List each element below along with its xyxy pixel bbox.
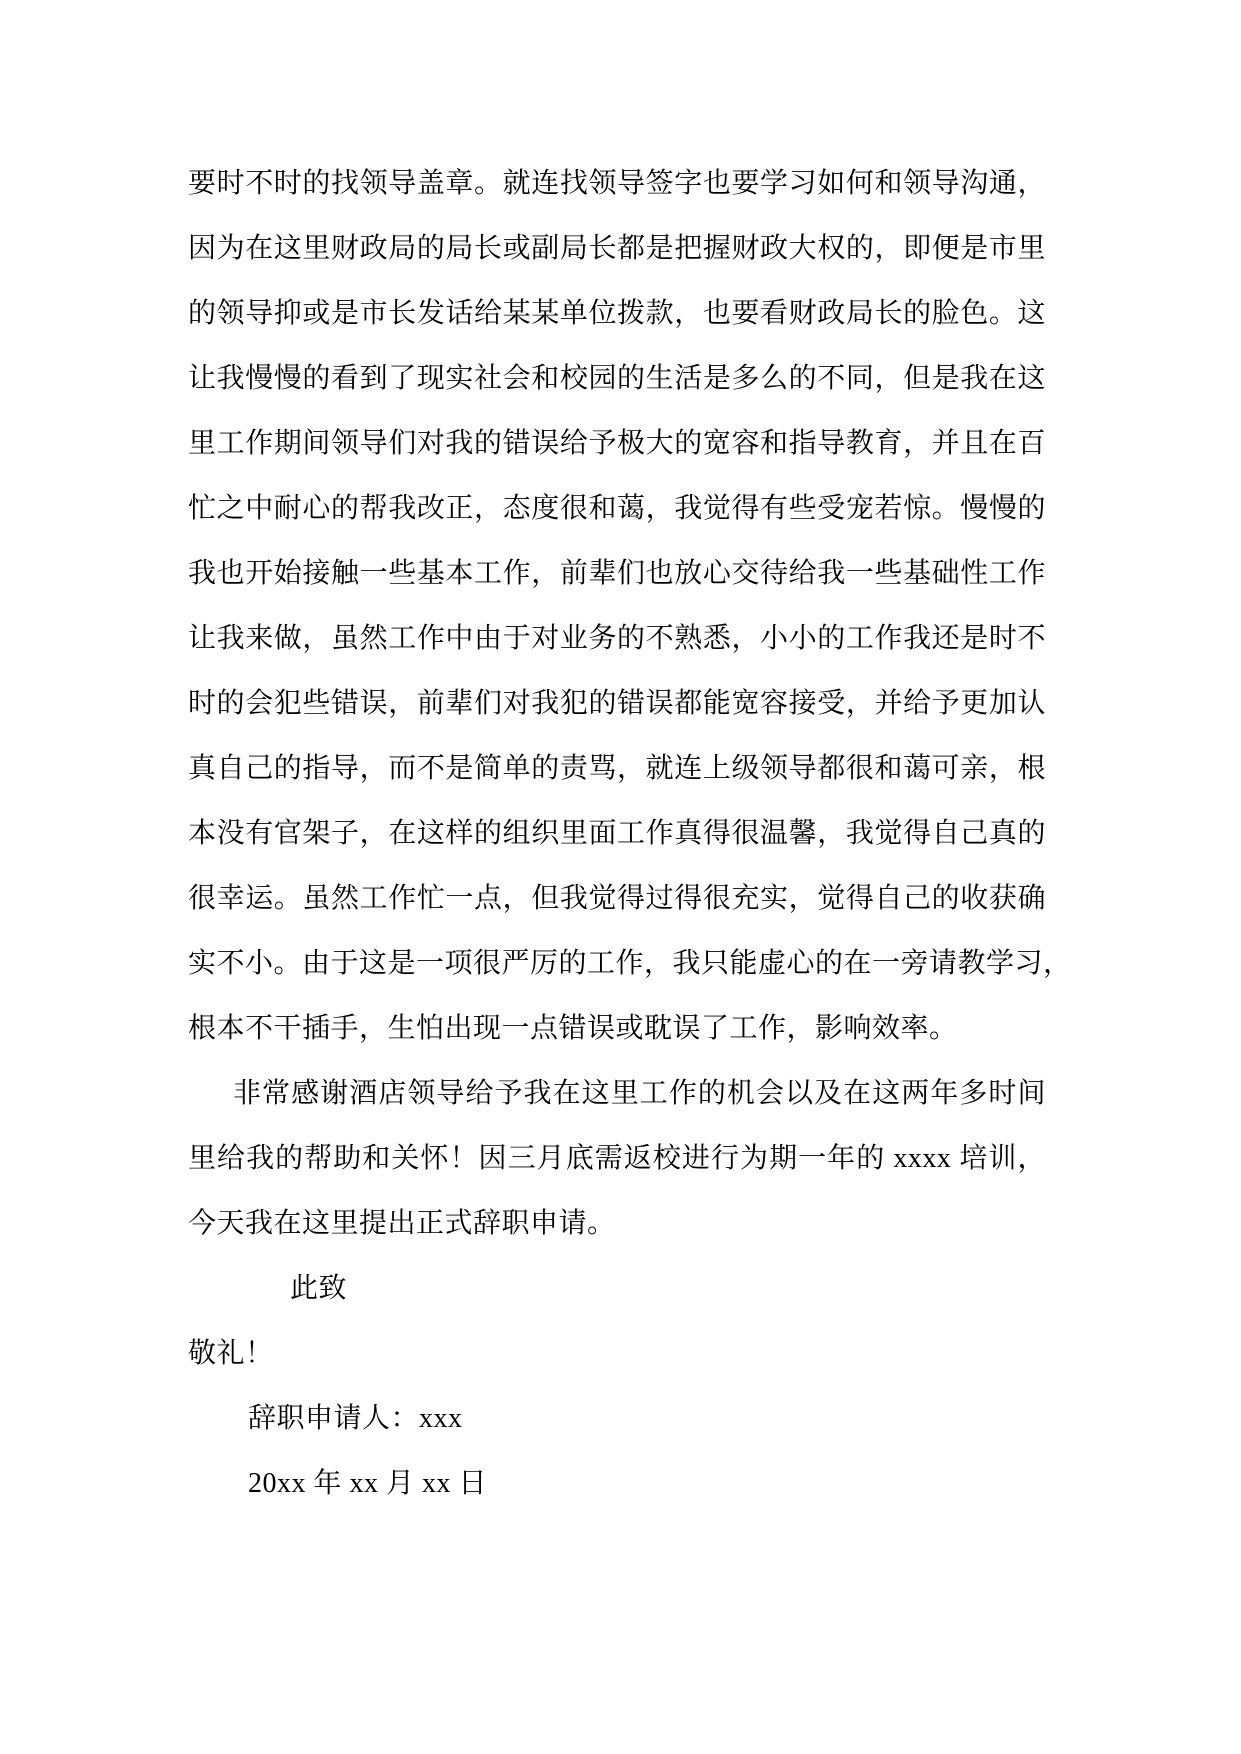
text-line: 因为在这里财政局的局长或副局长都是把握财政大权的，即便是市里	[188, 233, 1046, 264]
salute-line: 敬礼！	[188, 1338, 274, 1369]
text-line: 里工作期间领导们对我的错误给予极大的宽容和指导教育，并且在百	[188, 428, 1046, 459]
text-line: 我也开始接触一些基本工作，前辈们也放心交待给我一些基础性工作	[188, 558, 1046, 589]
text-line: 让我来做，虽然工作中由于对业务的不熟悉，小小的工作我还是时不	[188, 623, 1046, 654]
salute-line: 此致	[290, 1273, 348, 1304]
text-line: 根本不干插手，生怕出现一点错误或耽误了工作，影响效率。	[188, 1013, 958, 1044]
text-line: 真自己的指导，而不是简单的责骂，就连上级领导都很和蔼可亲，根	[188, 753, 1046, 784]
text-line: 非常感谢酒店领导给予我在这里工作的机会以及在这两年多时间	[233, 1078, 1046, 1109]
text-line: 很幸运。虽然工作忙一点，但我觉得过得很充实，觉得自己的收获确	[188, 883, 1046, 914]
text-line: 本没有官架子，在这样的组织里面工作真得很温馨，我觉得自己真的	[188, 818, 1046, 849]
text-line: 让我慢慢的看到了现实社会和校园的生活是多么的不同，但是我在这	[188, 363, 1046, 394]
text-line: 今天我在这里提出正式辞职申请。	[188, 1208, 616, 1239]
signature-line: 辞职申请人：xxx	[248, 1403, 463, 1434]
text-line: 忙之中耐心的帮我改正，态度很和蔼，我觉得有些受宠若惊。慢慢的	[188, 493, 1046, 524]
text-line: 的领导抑或是市长发话给某某单位拨款，也要看财政局长的脸色。这	[188, 298, 1046, 329]
letter-text-block	[188, 151, 1072, 1516]
text-line: 要时不时的找领导盖章。就连找领导签字也要学习如何和领导沟通，	[188, 168, 1046, 199]
text-line: 实不小。由于这是一项很严厉的工作，我只能虚心的在一旁请教学习，	[188, 948, 1072, 979]
text-line: 里给我的帮助和关怀！因三月底需返校进行为期一年的 xxxx 培训，	[188, 1143, 1046, 1174]
text-line: 时的会犯些错误，前辈们对我犯的错误都能宽容接受，并给予更加认	[188, 688, 1046, 719]
date-line: 20xx 年 xx 月 xx 日	[248, 1468, 488, 1499]
